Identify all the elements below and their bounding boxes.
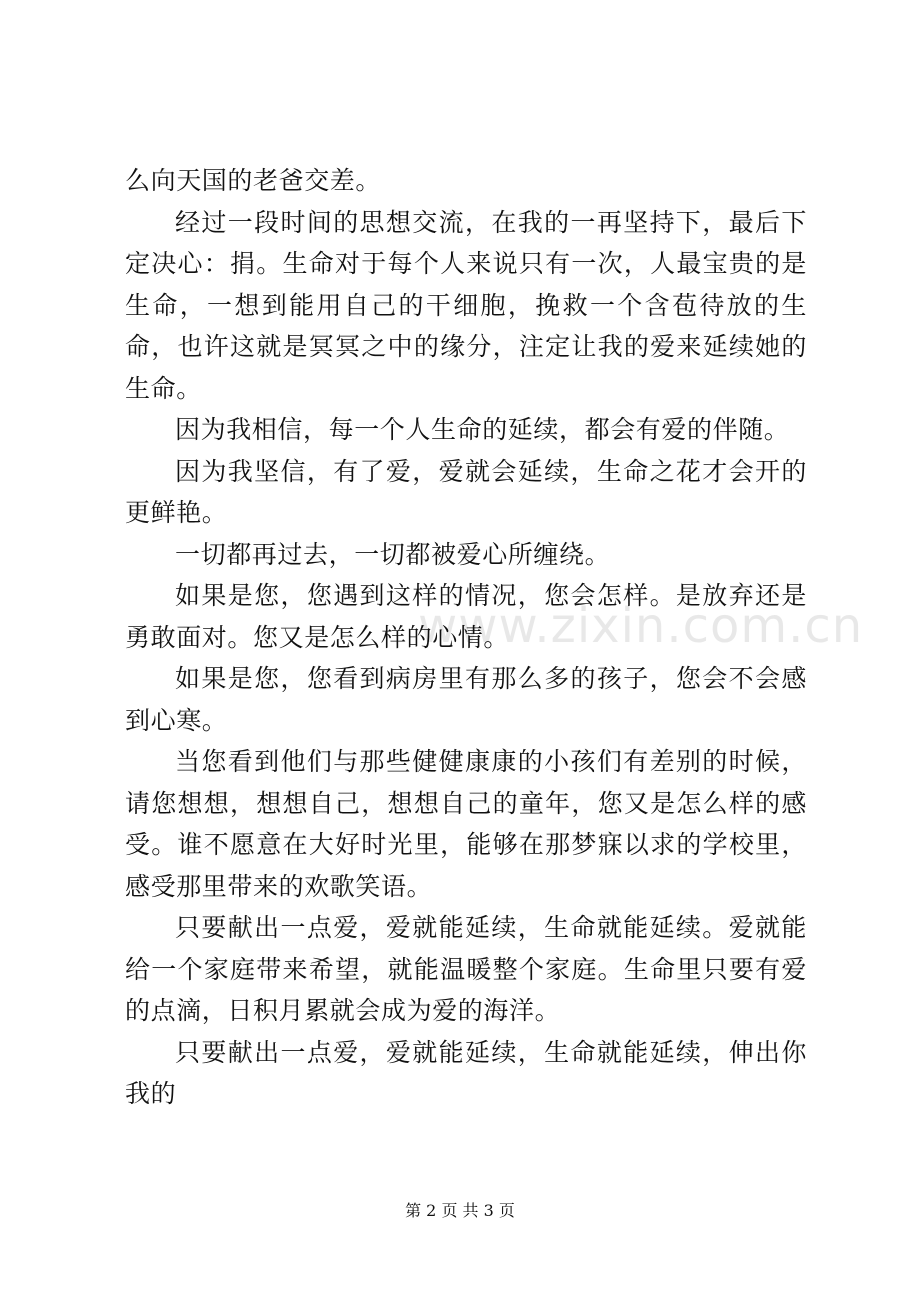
paragraph: 当您看到他们与那些健健康康的小孩们有差别的时候，请您想想，想想自己，想想自己的童年，您又是怎么样的感受。谁不愿意在大好时光里，能够在那梦寐以求的学校里，感受那里带来的欢歌笑语。 <box>125 747 807 901</box>
watermark: www.zixin.com.cn <box>418 598 864 654</box>
paragraph: 只要献出一点爱，爱就能延续，生命就能延续，伸出你我的 <box>125 1037 807 1108</box>
paragraph: 如果是您，您看到病房里有那么多的孩子，您会不会感到心寒。 <box>125 664 807 735</box>
page-number-footer: 第 2 页 共 3 页 <box>405 1201 515 1220</box>
paragraph: 如果是您，您遇到这样的情况，您会怎样。是放弃还是勇敢面对。您又是怎么样的心情。 <box>125 581 807 652</box>
paragraph: 一切都再过去，一切都被爱心所缠绕。 <box>175 539 611 569</box>
paragraph: 只要献出一点爱，爱就能延续，生命就能延续。爱就能给一个家庭带来希望，就能温暖整个家庭。生命里只要有爱的点滴，日积月累就会成为爱的海洋。 <box>125 913 807 1025</box>
paragraph: 么向天国的老爸交差。 <box>125 166 382 195</box>
paragraph: 因为我坚信，有了爱，爱就会延续，生命之花才会开的更鲜艳。 <box>125 456 807 527</box>
paragraph: 经过一段时间的思想交流，在我的一再坚持下，最后下定决心：捐。生命对于每个人来说只有一次，人最宝贵的是生命，一想到能用自己的干细胞，挽救一个含苞待放的生命，也许这就是冥冥之中的缘分，注定让我的爱来延续她的生命。 <box>125 207 807 403</box>
paragraph: 因为我相信，每一个人生命的延续，都会有爱的伴随。 <box>175 415 790 444</box>
